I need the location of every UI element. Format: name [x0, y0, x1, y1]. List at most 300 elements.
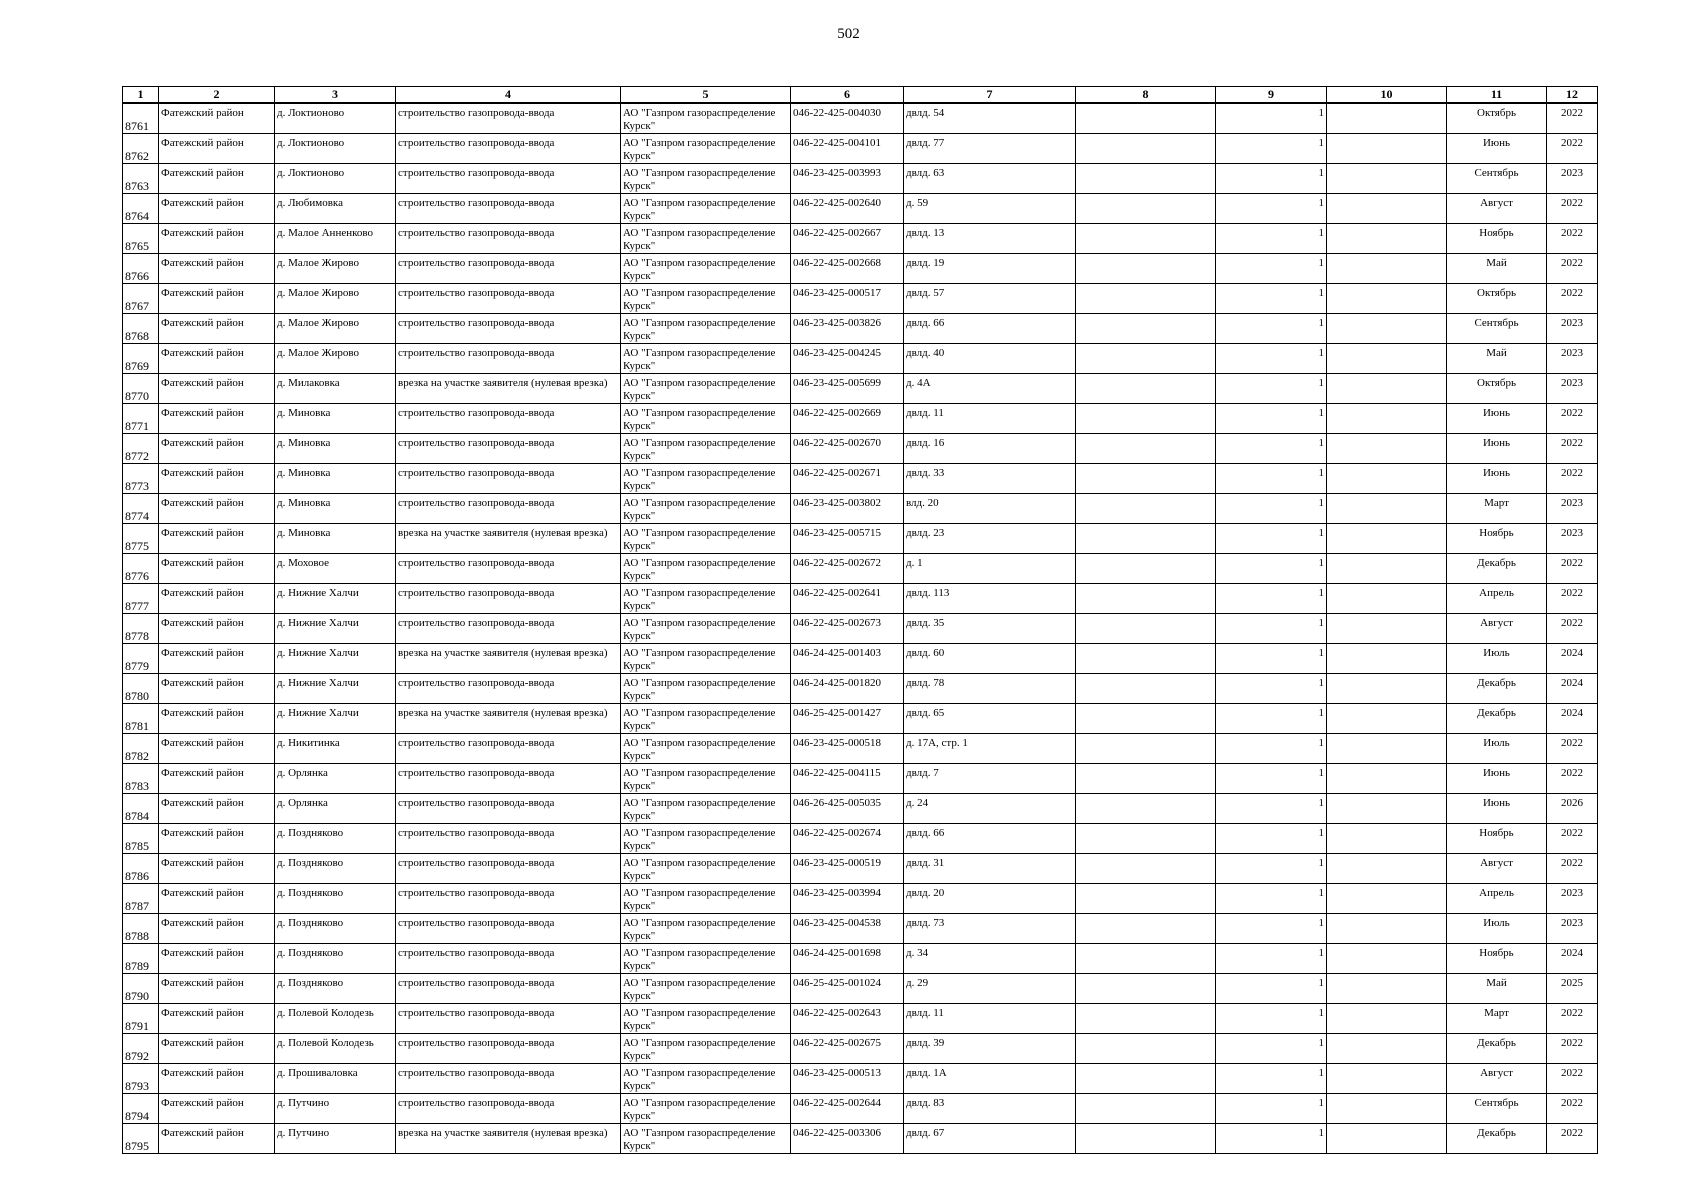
application-number-cell: 046-25-425-001024	[791, 974, 904, 1004]
year-cell: 2022	[1547, 284, 1598, 314]
district-cell: Фатежский район	[159, 644, 275, 674]
table-row	[123, 434, 1598, 464]
application-number-cell: 046-22-425-002672	[791, 554, 904, 584]
settlement-cell: д. Никитинка	[275, 734, 396, 764]
row-number-cell: 8774	[123, 494, 159, 524]
work-type-cell: строительство газопровода-ввода	[396, 134, 621, 164]
quantity-cell: 1	[1216, 434, 1327, 464]
organization-cell: АО "Газпром газораспределение Курск"	[621, 674, 791, 704]
address-cell: двлд. 23	[904, 524, 1076, 554]
month-cell: Октябрь	[1447, 374, 1547, 404]
quantity-cell: 1	[1216, 734, 1327, 764]
column-header-10: 10	[1327, 87, 1447, 104]
district-cell: Фатежский район	[159, 824, 275, 854]
row-number-cell: 8765	[123, 224, 159, 254]
address-cell: двлд. 40	[904, 344, 1076, 374]
settlement-cell: д. Малое Жирово	[275, 314, 396, 344]
settlement-cell: д. Моховое	[275, 554, 396, 584]
table-row	[123, 374, 1598, 404]
month-cell: Декабрь	[1447, 1124, 1547, 1154]
table-row	[123, 404, 1598, 434]
organization-cell: АО "Газпром газораспределение Курск"	[621, 1034, 791, 1064]
row-number-cell: 8788	[123, 914, 159, 944]
year-cell: 2024	[1547, 704, 1598, 734]
address-cell: двлд. 73	[904, 914, 1076, 944]
column-header-6: 6	[791, 87, 904, 104]
year-cell: 2022	[1547, 1064, 1598, 1094]
work-type-cell: строительство газопровода-ввода	[396, 164, 621, 194]
column-8-cell	[1076, 254, 1216, 284]
settlement-cell: д. Миновка	[275, 404, 396, 434]
year-cell: 2022	[1547, 224, 1598, 254]
row-number-cell: 8782	[123, 734, 159, 764]
organization-cell: АО "Газпром газораспределение Курск"	[621, 464, 791, 494]
table-row	[123, 944, 1598, 974]
address-cell: двлд. 113	[904, 584, 1076, 614]
month-cell: Ноябрь	[1447, 524, 1547, 554]
organization-cell: АО "Газпром газораспределение Курск"	[621, 103, 791, 134]
district-cell: Фатежский район	[159, 134, 275, 164]
column-8-cell	[1076, 944, 1216, 974]
month-cell: Май	[1447, 344, 1547, 374]
month-cell: Июль	[1447, 644, 1547, 674]
settlement-cell: д. Путчино	[275, 1124, 396, 1154]
district-cell: Фатежский район	[159, 314, 275, 344]
application-number-cell: 046-23-425-003802	[791, 494, 904, 524]
column-header-8: 8	[1076, 87, 1216, 104]
district-cell: Фатежский район	[159, 734, 275, 764]
organization-cell: АО "Газпром газораспределение Курск"	[621, 734, 791, 764]
table-row	[123, 644, 1598, 674]
quantity-cell: 1	[1216, 344, 1327, 374]
row-number-cell: 8776	[123, 554, 159, 584]
address-cell: д. 59	[904, 194, 1076, 224]
table-row	[123, 554, 1598, 584]
column-8-cell	[1076, 1004, 1216, 1034]
column-8-cell	[1076, 1094, 1216, 1124]
application-number-cell: 046-22-425-003306	[791, 1124, 904, 1154]
column-8-cell	[1076, 224, 1216, 254]
district-cell: Фатежский район	[159, 674, 275, 704]
settlement-cell: д. Милаковка	[275, 374, 396, 404]
work-type-cell: строительство газопровода-ввода	[396, 103, 621, 134]
month-cell: Май	[1447, 254, 1547, 284]
district-cell: Фатежский район	[159, 1124, 275, 1154]
column-10-cell	[1327, 404, 1447, 434]
column-10-cell	[1327, 824, 1447, 854]
table-row	[123, 1124, 1598, 1154]
address-cell: двлд. 54	[904, 103, 1076, 134]
table-row	[123, 764, 1598, 794]
month-cell: Июль	[1447, 734, 1547, 764]
quantity-cell: 1	[1216, 374, 1327, 404]
column-10-cell	[1327, 434, 1447, 464]
month-cell: Сентябрь	[1447, 314, 1547, 344]
address-cell: двлд. 39	[904, 1034, 1076, 1064]
column-header-2: 2	[159, 87, 275, 104]
district-cell: Фатежский район	[159, 884, 275, 914]
application-number-cell: 046-26-425-005035	[791, 794, 904, 824]
address-cell: двлд. 65	[904, 704, 1076, 734]
column-10-cell	[1327, 103, 1447, 134]
column-8-cell	[1076, 103, 1216, 134]
application-number-cell: 046-22-425-002668	[791, 254, 904, 284]
month-cell: Октябрь	[1447, 284, 1547, 314]
register-table	[122, 86, 1598, 1154]
row-number-cell: 8763	[123, 164, 159, 194]
table-row	[123, 794, 1598, 824]
organization-cell: АО "Газпром газораспределение Курск"	[621, 524, 791, 554]
column-8-cell	[1076, 164, 1216, 194]
table-row	[123, 674, 1598, 704]
organization-cell: АО "Газпром газораспределение Курск"	[621, 584, 791, 614]
year-cell: 2022	[1547, 584, 1598, 614]
row-number-cell: 8780	[123, 674, 159, 704]
row-number-cell: 8770	[123, 374, 159, 404]
district-cell: Фатежский район	[159, 524, 275, 554]
application-number-cell: 046-24-425-001820	[791, 674, 904, 704]
column-header-1: 1	[123, 87, 159, 104]
column-10-cell	[1327, 884, 1447, 914]
quantity-cell: 1	[1216, 1034, 1327, 1064]
address-cell: влд. 20	[904, 494, 1076, 524]
column-10-cell	[1327, 284, 1447, 314]
application-number-cell: 046-22-425-002670	[791, 434, 904, 464]
settlement-cell: д. Поздняково	[275, 884, 396, 914]
organization-cell: АО "Газпром газораспределение Курск"	[621, 794, 791, 824]
column-8-cell	[1076, 554, 1216, 584]
column-10-cell	[1327, 1094, 1447, 1124]
column-10-cell	[1327, 974, 1447, 1004]
application-number-cell: 046-22-425-002667	[791, 224, 904, 254]
year-cell: 2023	[1547, 374, 1598, 404]
year-cell: 2022	[1547, 764, 1598, 794]
year-cell: 2023	[1547, 344, 1598, 374]
quantity-cell: 1	[1216, 854, 1327, 884]
settlement-cell: д. Нижние Халчи	[275, 584, 396, 614]
work-type-cell: строительство газопровода-ввода	[396, 554, 621, 584]
column-8-cell	[1076, 524, 1216, 554]
row-number-cell: 8773	[123, 464, 159, 494]
table-row	[123, 524, 1598, 554]
address-cell: д. 34	[904, 944, 1076, 974]
work-type-cell: строительство газопровода-ввода	[396, 944, 621, 974]
year-cell: 2022	[1547, 254, 1598, 284]
application-number-cell: 046-22-425-002674	[791, 824, 904, 854]
column-10-cell	[1327, 614, 1447, 644]
row-number-cell: 8778	[123, 614, 159, 644]
organization-cell: АО "Газпром газораспределение Курск"	[621, 854, 791, 884]
column-10-cell	[1327, 914, 1447, 944]
column-8-cell	[1076, 914, 1216, 944]
column-8-cell	[1076, 674, 1216, 704]
settlement-cell: д. Прошиваловка	[275, 1064, 396, 1094]
work-type-cell: строительство газопровода-ввода	[396, 224, 621, 254]
column-10-cell	[1327, 674, 1447, 704]
address-cell: двлд. 77	[904, 134, 1076, 164]
column-8-cell	[1076, 344, 1216, 374]
work-type-cell: строительство газопровода-ввода	[396, 284, 621, 314]
column-8-cell	[1076, 1124, 1216, 1154]
settlement-cell: д. Поздняково	[275, 824, 396, 854]
table-row	[123, 194, 1598, 224]
row-number-cell: 8764	[123, 194, 159, 224]
month-cell: Август	[1447, 614, 1547, 644]
settlement-cell: д. Малое Анненково	[275, 224, 396, 254]
month-cell: Август	[1447, 854, 1547, 884]
work-type-cell: строительство газопровода-ввода	[396, 854, 621, 884]
quantity-cell: 1	[1216, 884, 1327, 914]
year-cell: 2022	[1547, 1124, 1598, 1154]
table-row	[123, 314, 1598, 344]
organization-cell: АО "Газпром газораспределение Курск"	[621, 164, 791, 194]
settlement-cell: д. Орлянка	[275, 764, 396, 794]
district-cell: Фатежский район	[159, 254, 275, 284]
column-10-cell	[1327, 854, 1447, 884]
column-10-cell	[1327, 254, 1447, 284]
table-row	[123, 974, 1598, 1004]
organization-cell: АО "Газпром газораспределение Курск"	[621, 764, 791, 794]
row-number-cell: 8768	[123, 314, 159, 344]
address-cell: двлд. 83	[904, 1094, 1076, 1124]
month-cell: Ноябрь	[1447, 944, 1547, 974]
month-cell: Ноябрь	[1447, 224, 1547, 254]
settlement-cell: д. Нижние Халчи	[275, 614, 396, 644]
work-type-cell: врезка на участке заявителя (нулевая врезка)	[396, 1124, 621, 1154]
organization-cell: АО "Газпром газораспределение Курск"	[621, 944, 791, 974]
address-cell: двлд. 7	[904, 764, 1076, 794]
settlement-cell: д. Нижние Халчи	[275, 674, 396, 704]
column-10-cell	[1327, 464, 1447, 494]
application-number-cell: 046-22-425-002643	[791, 1004, 904, 1034]
table-row	[123, 854, 1598, 884]
column-8-cell	[1076, 884, 1216, 914]
quantity-cell: 1	[1216, 824, 1327, 854]
work-type-cell: строительство газопровода-ввода	[396, 254, 621, 284]
quantity-cell: 1	[1216, 404, 1327, 434]
column-8-cell	[1076, 764, 1216, 794]
year-cell: 2023	[1547, 884, 1598, 914]
district-cell: Фатежский район	[159, 284, 275, 314]
settlement-cell: д. Орлянка	[275, 794, 396, 824]
row-number-cell: 8795	[123, 1124, 159, 1154]
work-type-cell: врезка на участке заявителя (нулевая врезка)	[396, 374, 621, 404]
year-cell: 2022	[1547, 404, 1598, 434]
column-8-cell	[1076, 1034, 1216, 1064]
work-type-cell: строительство газопровода-ввода	[396, 1094, 621, 1124]
row-number-cell: 8766	[123, 254, 159, 284]
column-10-cell	[1327, 1064, 1447, 1094]
application-number-cell: 046-23-425-005699	[791, 374, 904, 404]
quantity-cell: 1	[1216, 944, 1327, 974]
application-number-cell: 046-23-425-004538	[791, 914, 904, 944]
row-number-cell: 8777	[123, 584, 159, 614]
application-number-cell: 046-22-425-002673	[791, 614, 904, 644]
column-10-cell	[1327, 764, 1447, 794]
organization-cell: АО "Газпром газораспределение Курск"	[621, 194, 791, 224]
work-type-cell: строительство газопровода-ввода	[396, 734, 621, 764]
organization-cell: АО "Газпром газораспределение Курск"	[621, 914, 791, 944]
table-row	[123, 614, 1598, 644]
work-type-cell: строительство газопровода-ввода	[396, 584, 621, 614]
column-10-cell	[1327, 584, 1447, 614]
year-cell: 2023	[1547, 494, 1598, 524]
column-8-cell	[1076, 404, 1216, 434]
row-number-cell: 8785	[123, 824, 159, 854]
application-number-cell: 046-24-425-001698	[791, 944, 904, 974]
settlement-cell: д. Миновка	[275, 464, 396, 494]
month-cell: Июнь	[1447, 404, 1547, 434]
month-cell: Декабрь	[1447, 1034, 1547, 1064]
district-cell: Фатежский район	[159, 494, 275, 524]
column-header-9: 9	[1216, 87, 1327, 104]
quantity-cell: 1	[1216, 1064, 1327, 1094]
quantity-cell: 1	[1216, 764, 1327, 794]
month-cell: Сентябрь	[1447, 1094, 1547, 1124]
settlement-cell: д. Поздняково	[275, 944, 396, 974]
application-number-cell: 046-23-425-003826	[791, 314, 904, 344]
organization-cell: АО "Газпром газораспределение Курск"	[621, 314, 791, 344]
column-10-cell	[1327, 794, 1447, 824]
quantity-cell: 1	[1216, 224, 1327, 254]
organization-cell: АО "Газпром газораспределение Курск"	[621, 884, 791, 914]
row-number-cell: 8762	[123, 134, 159, 164]
year-cell: 2022	[1547, 1094, 1598, 1124]
year-cell: 2023	[1547, 524, 1598, 554]
table-row	[123, 1094, 1598, 1124]
organization-cell: АО "Газпром газораспределение Курск"	[621, 1064, 791, 1094]
work-type-cell: строительство газопровода-ввода	[396, 764, 621, 794]
application-number-cell: 046-23-425-003993	[791, 164, 904, 194]
application-number-cell: 046-23-425-004245	[791, 344, 904, 374]
month-cell: Октябрь	[1447, 103, 1547, 134]
district-cell: Фатежский район	[159, 224, 275, 254]
address-cell: двлд. 11	[904, 1004, 1076, 1034]
year-cell: 2023	[1547, 914, 1598, 944]
work-type-cell: строительство газопровода-ввода	[396, 344, 621, 374]
quantity-cell: 1	[1216, 614, 1327, 644]
column-8-cell	[1076, 434, 1216, 464]
organization-cell: АО "Газпром газораспределение Курск"	[621, 614, 791, 644]
header-row	[123, 87, 1598, 104]
application-number-cell: 046-22-425-002675	[791, 1034, 904, 1064]
district-cell: Фатежский район	[159, 194, 275, 224]
column-10-cell	[1327, 374, 1447, 404]
table-row	[123, 824, 1598, 854]
quantity-cell: 1	[1216, 284, 1327, 314]
month-cell: Март	[1447, 494, 1547, 524]
address-cell: двлд. 13	[904, 224, 1076, 254]
application-number-cell: 046-23-425-000519	[791, 854, 904, 884]
application-number-cell: 046-22-425-004115	[791, 764, 904, 794]
column-10-cell	[1327, 164, 1447, 194]
column-8-cell	[1076, 1064, 1216, 1094]
column-10-cell	[1327, 524, 1447, 554]
work-type-cell: строительство газопровода-ввода	[396, 674, 621, 704]
application-number-cell: 046-24-425-001403	[791, 644, 904, 674]
settlement-cell: д. Миновка	[275, 494, 396, 524]
year-cell: 2022	[1547, 103, 1598, 134]
work-type-cell: строительство газопровода-ввода	[396, 884, 621, 914]
row-number-cell: 8791	[123, 1004, 159, 1034]
district-cell: Фатежский район	[159, 614, 275, 644]
address-cell: двлд. 66	[904, 314, 1076, 344]
month-cell: Апрель	[1447, 884, 1547, 914]
table-row	[123, 103, 1598, 134]
column-header-12: 12	[1547, 87, 1598, 104]
month-cell: Июнь	[1447, 464, 1547, 494]
address-cell: д. 17А, стр. 1	[904, 734, 1076, 764]
organization-cell: АО "Газпром газораспределение Курск"	[621, 404, 791, 434]
address-cell: двлд. 57	[904, 284, 1076, 314]
column-10-cell	[1327, 944, 1447, 974]
organization-cell: АО "Газпром газораспределение Курск"	[621, 344, 791, 374]
quantity-cell: 1	[1216, 974, 1327, 1004]
organization-cell: АО "Газпром газораспределение Курск"	[621, 1004, 791, 1034]
settlement-cell: д. Локтионово	[275, 103, 396, 134]
month-cell: Август	[1447, 1064, 1547, 1094]
work-type-cell: строительство газопровода-ввода	[396, 464, 621, 494]
column-8-cell	[1076, 314, 1216, 344]
work-type-cell: врезка на участке заявителя (нулевая врезка)	[396, 524, 621, 554]
application-number-cell: 046-22-425-002640	[791, 194, 904, 224]
table-row	[123, 734, 1598, 764]
address-cell: двлд. 1А	[904, 1064, 1076, 1094]
settlement-cell: д. Полевой Колодезь	[275, 1034, 396, 1064]
work-type-cell: строительство газопровода-ввода	[396, 794, 621, 824]
month-cell: Июль	[1447, 914, 1547, 944]
year-cell: 2022	[1547, 134, 1598, 164]
month-cell: Декабрь	[1447, 554, 1547, 584]
row-number-cell: 8793	[123, 1064, 159, 1094]
address-cell: двлд. 35	[904, 614, 1076, 644]
quantity-cell: 1	[1216, 1124, 1327, 1154]
application-number-cell: 046-22-425-002641	[791, 584, 904, 614]
work-type-cell: строительство газопровода-ввода	[396, 314, 621, 344]
district-cell: Фатежский район	[159, 1034, 275, 1064]
table-row	[123, 1004, 1598, 1034]
year-cell: 2022	[1547, 1004, 1598, 1034]
column-10-cell	[1327, 734, 1447, 764]
address-cell: двлд. 11	[904, 404, 1076, 434]
quantity-cell: 1	[1216, 704, 1327, 734]
district-cell: Фатежский район	[159, 103, 275, 134]
work-type-cell: врезка на участке заявителя (нулевая врезка)	[396, 644, 621, 674]
settlement-cell: д. Локтионово	[275, 134, 396, 164]
settlement-cell: д. Миновка	[275, 524, 396, 554]
district-cell: Фатежский район	[159, 1064, 275, 1094]
quantity-cell: 1	[1216, 794, 1327, 824]
month-cell: Сентябрь	[1447, 164, 1547, 194]
organization-cell: АО "Газпром газораспределение Курск"	[621, 824, 791, 854]
row-number-cell: 8787	[123, 884, 159, 914]
column-8-cell	[1076, 734, 1216, 764]
settlement-cell: д. Миновка	[275, 434, 396, 464]
quantity-cell: 1	[1216, 134, 1327, 164]
column-8-cell	[1076, 494, 1216, 524]
page-number: 502	[837, 26, 860, 42]
column-8-cell	[1076, 134, 1216, 164]
organization-cell: АО "Газпром газораспределение Курск"	[621, 134, 791, 164]
address-cell: двлд. 20	[904, 884, 1076, 914]
row-number-cell: 8783	[123, 764, 159, 794]
district-cell: Фатежский район	[159, 914, 275, 944]
application-number-cell: 046-23-425-000517	[791, 284, 904, 314]
district-cell: Фатежский район	[159, 764, 275, 794]
column-10-cell	[1327, 644, 1447, 674]
work-type-cell: строительство газопровода-ввода	[396, 434, 621, 464]
address-cell: д. 24	[904, 794, 1076, 824]
